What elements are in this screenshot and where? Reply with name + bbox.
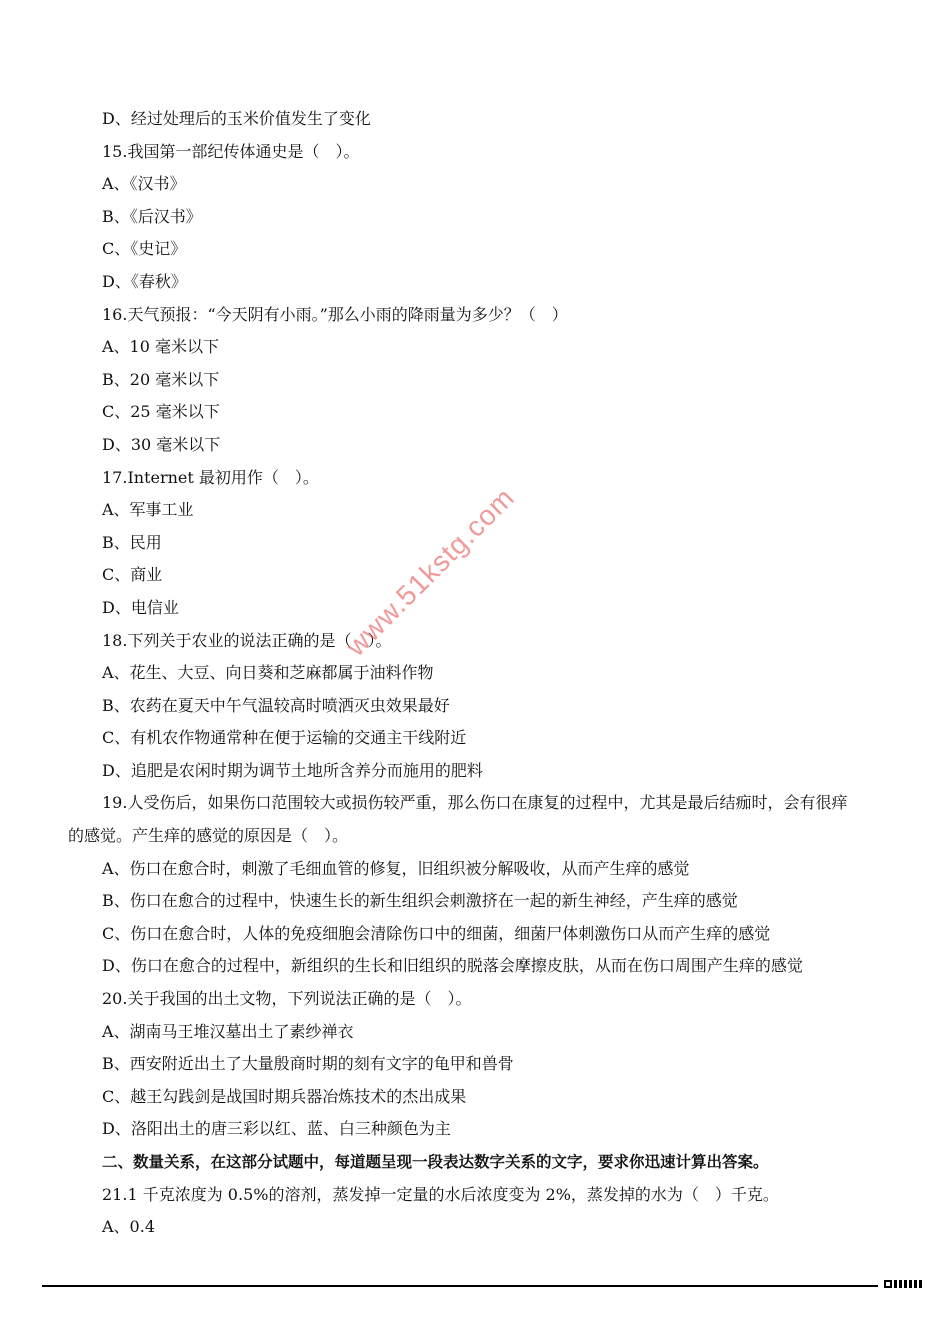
option-line: A、花生、大豆、向日葵和芝麻都属于油料作物 — [102, 663, 434, 683]
qr-code-icon — [884, 1280, 924, 1344]
option-line: C、伤口在愈合时，人体的免疫细胞会清除伤口中的细菌，细菌尸体刺激伤口从而产生痒的感觉 — [102, 923, 771, 943]
question-line: 20.关于我国的出土文物，下列说法正确的是（ ）。 — [102, 989, 472, 1009]
option-line: A、10 毫米以下 — [102, 337, 220, 357]
question-line-continued: 的感觉。产生痒的感觉的原因是（ ）。 — [68, 826, 349, 846]
option-line: C、有机农作物通常种在便于运输的交通主干线附近 — [102, 728, 467, 748]
option-line: A、《汉书》 — [102, 174, 186, 194]
option-line: A、伤口在愈合时，刺激了毛细血管的修复，旧组织被分解吸收，从而产生痒的感觉 — [102, 858, 690, 878]
option-line: B、伤口在愈合的过程中，快速生长的新生组织会刺激挤在一起的新生神经，产生痒的感觉 — [102, 891, 738, 911]
question-line: 16.天气预报：“今天阴有小雨。”那么小雨的降雨量为多少？（ ） — [102, 304, 568, 324]
watermark-text: www.51kstg.com — [340, 481, 521, 662]
option-line: C、《史记》 — [102, 239, 187, 259]
option-line: D、经过处理后的玉米价值发生了变化 — [102, 109, 371, 128]
option-line: A、湖南马王堆汉墓出土了素纱禅衣 — [102, 1021, 354, 1041]
option-line: B、民用 — [102, 532, 162, 552]
document-body — [0, 103, 950, 1244]
option-line: D、30 毫米以下 — [102, 434, 221, 454]
footer-divider — [42, 1285, 878, 1287]
option-line: B、20 毫米以下 — [102, 369, 220, 389]
option-line: A、0.4 — [102, 1217, 156, 1237]
section-heading: 二、数量关系，在这部分试题中，每道题呈现一段表达数字关系的文字，要求你迅速计算出答案。 — [102, 1153, 769, 1171]
option-line: D、追肥是农闲时期为调节土地所含养分而施用的肥料 — [102, 760, 483, 780]
option-line: C、商业 — [102, 565, 163, 585]
question-line: 17.Internet 最初用作（ ）。 — [102, 467, 319, 487]
option-line: D、伤口在愈合的过程中，新组织的生长和旧组织的脱落会摩擦皮肤，从而在伤口周围产生痒的感觉 — [102, 956, 803, 976]
option-line: B、农药在夏天中午气温较高时喷洒灭虫效果最好 — [102, 695, 450, 715]
question-line: 18.下列关于农业的说法正确的是（ ）。 — [102, 630, 392, 650]
option-line: B、《后汉书》 — [102, 206, 202, 226]
option-line: C、越王勾践剑是战国时期兵器冶炼技术的杰出成果 — [102, 1086, 467, 1106]
question-line: 21.1 千克浓度为 0.5%的溶剂，蒸发掉一定量的水后浓度变为 2%，蒸发掉的水为（ ）千克。 — [102, 1184, 779, 1204]
question-line: 15.我国第一部纪传体通史是（ ）。 — [102, 141, 360, 161]
option-line: A、军事工业 — [102, 500, 194, 520]
question-line: 19.人受伤后，如果伤口范围较大或损伤较严重，那么伤口在康复的过程中，尤其是最后结痂时，会有很痒 — [102, 793, 848, 813]
option-line: C、25 毫米以下 — [102, 402, 220, 422]
option-line: B、西安附近出土了大量殷商时期的刻有文字的龟甲和兽骨 — [102, 1054, 514, 1074]
option-line: D、洛阳出土的唐三彩以红、蓝、白三种颜色为主 — [102, 1119, 451, 1139]
option-line: D、电信业 — [102, 597, 179, 617]
option-line: D、《春秋》 — [102, 271, 187, 291]
